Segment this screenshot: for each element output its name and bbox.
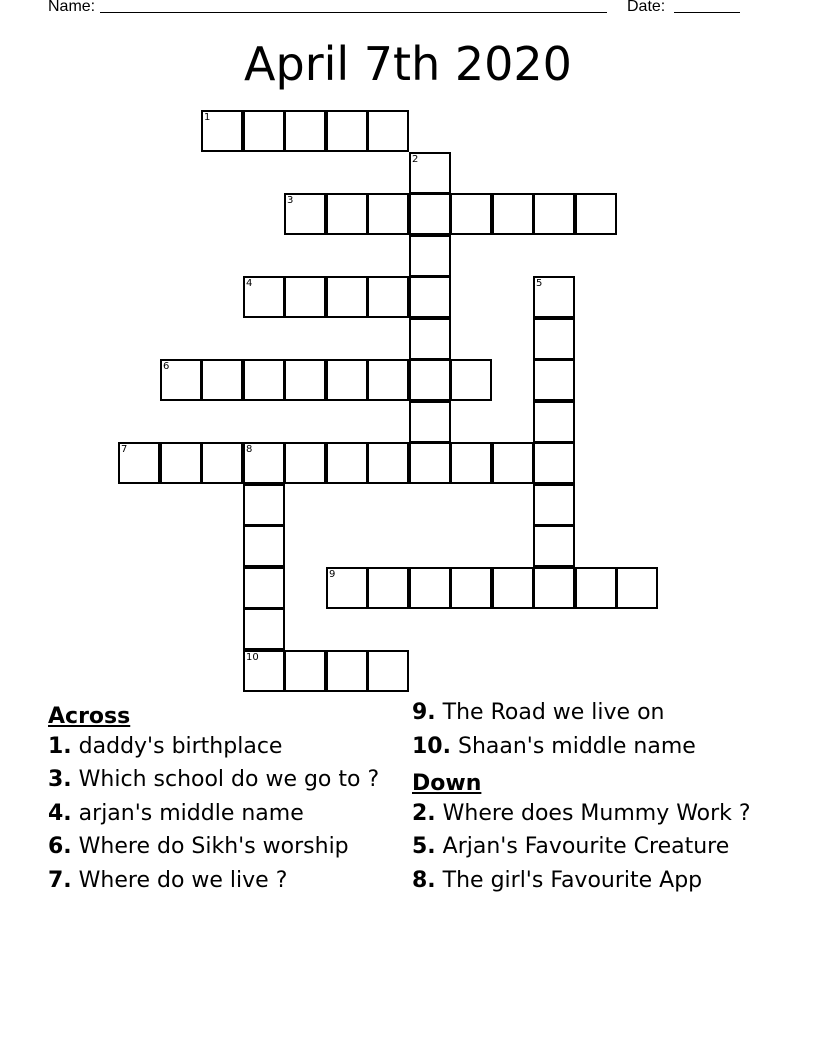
grid-cell[interactable] bbox=[243, 359, 285, 401]
clues-column-left bbox=[48, 700, 393, 901]
grid-cell[interactable] bbox=[575, 567, 617, 609]
grid-cell[interactable] bbox=[326, 359, 368, 401]
grid-cell[interactable] bbox=[533, 359, 575, 401]
grid-cell[interactable] bbox=[243, 276, 285, 318]
grid-cell[interactable] bbox=[367, 110, 409, 152]
grid-cell[interactable] bbox=[409, 318, 451, 360]
grid-cell[interactable] bbox=[533, 567, 575, 609]
down-heading: Down bbox=[412, 771, 482, 796]
clue-number-label: 2 bbox=[412, 154, 419, 165]
grid-cell[interactable] bbox=[409, 359, 451, 401]
clue-text: arjan's middle name bbox=[71, 800, 304, 826]
clue-number: 7. bbox=[48, 867, 72, 893]
grid-cell[interactable] bbox=[201, 442, 243, 484]
page-title: April 7th 2020 bbox=[244, 37, 572, 91]
clue-number: 8. bbox=[412, 867, 436, 893]
across-clue-list bbox=[48, 734, 393, 894]
clue-item bbox=[412, 700, 757, 726]
clue-number: 3. bbox=[48, 767, 72, 792]
grid-cell[interactable] bbox=[243, 110, 285, 152]
grid-cell[interactable] bbox=[160, 442, 202, 484]
grid-cell[interactable] bbox=[409, 401, 451, 443]
down-clue-list bbox=[412, 801, 757, 894]
grid-cell[interactable] bbox=[409, 567, 451, 609]
clue-item bbox=[48, 868, 393, 894]
grid-cell[interactable] bbox=[243, 525, 285, 567]
clue-text: Shaan's middle name bbox=[450, 733, 696, 759]
grid-cell[interactable] bbox=[201, 359, 243, 401]
grid-cell[interactable] bbox=[409, 276, 451, 318]
grid-cell[interactable] bbox=[409, 152, 451, 194]
grid-cell[interactable] bbox=[409, 235, 451, 277]
grid-cell[interactable] bbox=[243, 608, 285, 650]
clue-text: Where do Sikh's worship bbox=[71, 834, 349, 859]
clue-item bbox=[48, 801, 393, 827]
grid-cell[interactable] bbox=[450, 193, 492, 235]
clue-text: The girl's Favourite App bbox=[435, 867, 703, 893]
clue-text: Arjan's Favourite Creature bbox=[435, 834, 730, 859]
grid-cell[interactable] bbox=[533, 401, 575, 443]
grid-cell[interactable] bbox=[492, 567, 534, 609]
grid-cell[interactable] bbox=[533, 276, 575, 318]
grid-cell[interactable] bbox=[326, 650, 368, 692]
clue-number-label: 6 bbox=[163, 361, 170, 372]
clue-number: 2. bbox=[412, 800, 436, 826]
clue-text: Which school do we go to ? bbox=[71, 767, 380, 792]
grid-cell[interactable] bbox=[284, 276, 326, 318]
grid-cell[interactable] bbox=[533, 193, 575, 235]
clue-item bbox=[48, 834, 393, 860]
grid-cell[interactable] bbox=[160, 359, 202, 401]
across-clue-list-continued bbox=[412, 700, 757, 760]
grid-cell[interactable] bbox=[492, 193, 534, 235]
clue-number-label: 4 bbox=[246, 278, 253, 289]
name-label: Name: bbox=[48, 0, 96, 15]
grid-cell[interactable] bbox=[450, 567, 492, 609]
clue-item bbox=[412, 801, 757, 827]
clue-number-label: 3 bbox=[287, 195, 294, 206]
grid-cell[interactable] bbox=[326, 110, 368, 152]
clue-text: Where does Mummy Work ? bbox=[435, 800, 751, 826]
clue-number: 9. bbox=[412, 700, 436, 725]
grid-cell[interactable] bbox=[533, 318, 575, 360]
grid-cell[interactable] bbox=[326, 567, 368, 609]
grid-cell[interactable] bbox=[533, 484, 575, 526]
grid-cell[interactable] bbox=[367, 359, 409, 401]
grid-cell[interactable] bbox=[533, 525, 575, 567]
grid-cell[interactable] bbox=[284, 650, 326, 692]
clue-item bbox=[48, 767, 393, 793]
clue-number-label: 8 bbox=[246, 444, 253, 455]
clue-text: The Road we live on bbox=[435, 700, 665, 725]
grid-cell[interactable] bbox=[450, 359, 492, 401]
grid-cell[interactable] bbox=[284, 110, 326, 152]
grid-cell[interactable] bbox=[243, 484, 285, 526]
clue-number: 4. bbox=[48, 800, 72, 826]
grid-cell[interactable] bbox=[367, 276, 409, 318]
grid-cell[interactable] bbox=[367, 650, 409, 692]
across-heading: Across bbox=[48, 704, 131, 729]
grid-cell[interactable] bbox=[243, 567, 285, 609]
grid-cell[interactable] bbox=[367, 442, 409, 484]
grid-cell[interactable] bbox=[367, 193, 409, 235]
date-label: Date: bbox=[627, 0, 666, 15]
grid-cell[interactable] bbox=[284, 442, 326, 484]
clue-item bbox=[412, 868, 757, 894]
clue-number: 5. bbox=[412, 834, 436, 859]
grid-cell[interactable] bbox=[367, 567, 409, 609]
grid-cell[interactable] bbox=[284, 193, 326, 235]
clue-number-label: 7 bbox=[121, 444, 128, 455]
grid-cell[interactable] bbox=[533, 442, 575, 484]
grid-cell[interactable] bbox=[326, 276, 368, 318]
clue-item bbox=[412, 834, 757, 860]
clue-text: Where do we live ? bbox=[71, 867, 288, 893]
grid-cell[interactable] bbox=[492, 442, 534, 484]
grid-cell[interactable] bbox=[616, 567, 658, 609]
clue-number-label: 5 bbox=[536, 278, 543, 289]
clue-item bbox=[48, 734, 393, 760]
grid-cell[interactable] bbox=[575, 193, 617, 235]
clue-item bbox=[412, 734, 757, 760]
clue-number: 1. bbox=[48, 733, 72, 759]
grid-cell[interactable] bbox=[118, 442, 160, 484]
clue-number-label: 9 bbox=[329, 569, 336, 580]
clue-number: 6. bbox=[48, 834, 72, 859]
grid-cell[interactable] bbox=[326, 442, 368, 484]
grid-cell[interactable] bbox=[326, 193, 368, 235]
clue-number-label: 1 bbox=[204, 112, 211, 123]
grid-cell[interactable] bbox=[284, 359, 326, 401]
grid-cell[interactable] bbox=[409, 193, 451, 235]
clue-number-label: 10 bbox=[246, 652, 259, 663]
grid-cell[interactable] bbox=[201, 110, 243, 152]
grid-cell[interactable] bbox=[450, 442, 492, 484]
grid-cell[interactable] bbox=[409, 442, 451, 484]
grid-cell[interactable] bbox=[243, 442, 285, 484]
clue-text: daddy's birthplace bbox=[71, 733, 283, 759]
grid-cell[interactable] bbox=[243, 650, 285, 692]
clues-column-right bbox=[412, 700, 757, 901]
clue-number: 10. bbox=[412, 733, 451, 759]
